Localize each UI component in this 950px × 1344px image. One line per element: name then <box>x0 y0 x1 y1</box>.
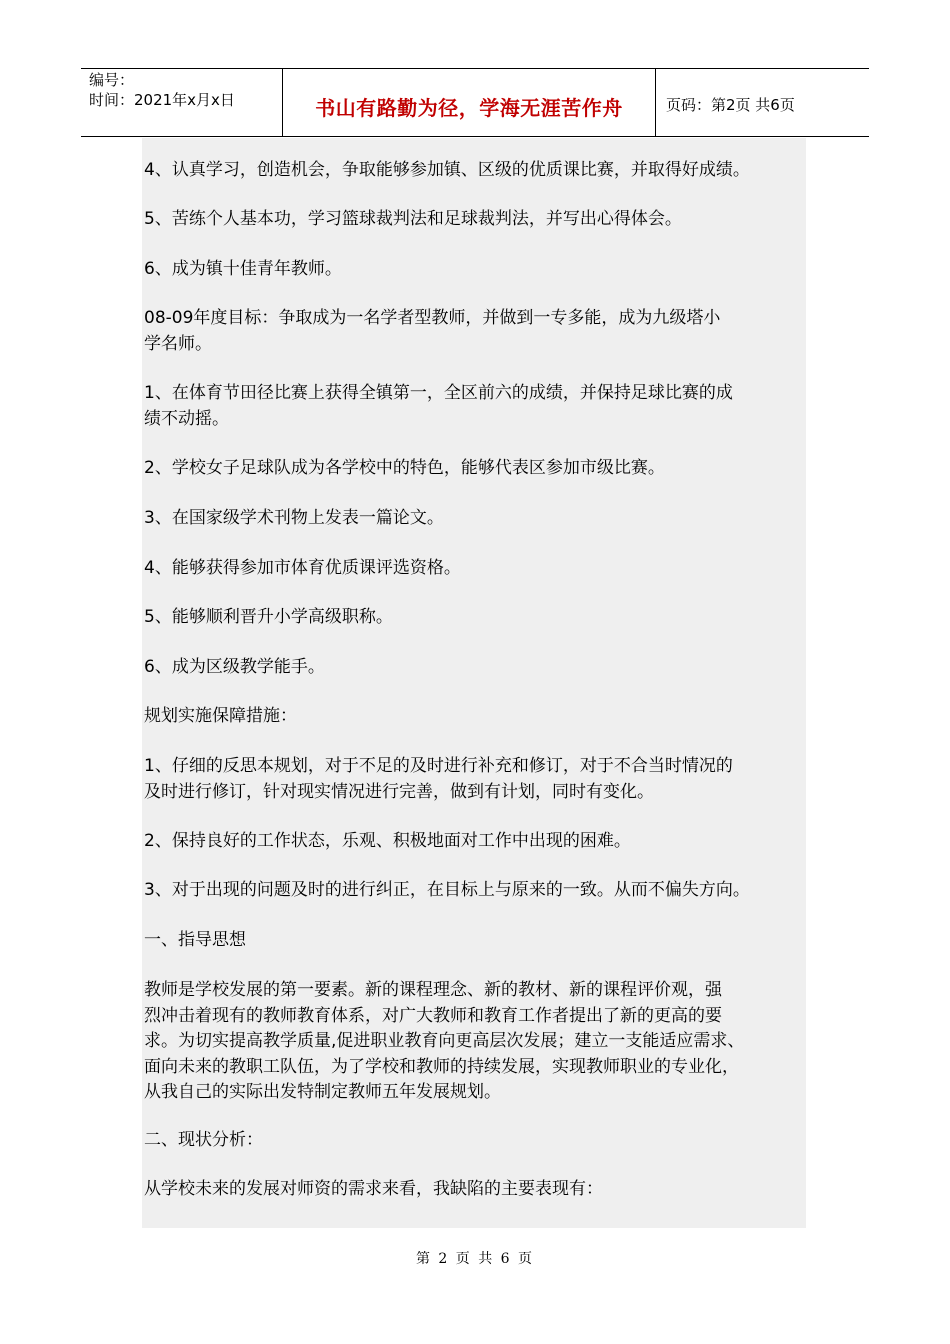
text-line: 1、仔细的反思本规划，对于不足的及时进行补充和修订，对于不合当时情况的 <box>144 756 733 776</box>
header-meta-cell <box>81 69 283 136</box>
paragraph <box>144 207 824 233</box>
page-header <box>81 68 869 137</box>
text-line: 2、学校女子足球队成为各学校中的特色，能够代表区参加市级比赛。 <box>144 458 665 478</box>
paragraph <box>144 978 824 1106</box>
paragraph <box>144 306 824 357</box>
text-line: 从我自己的实际出发特制定教师五年发展规划。 <box>144 1082 501 1102</box>
text-line: 二、现状分析： <box>144 1130 263 1150</box>
document-body <box>142 138 806 1228</box>
page-footer: 第 2 页 共 6 页 <box>415 1251 535 1267</box>
paragraph <box>144 754 824 805</box>
text-line: 6、成为区级教学能手。 <box>144 657 325 677</box>
paragraph <box>144 1177 824 1203</box>
text-line: 面向未来的教职工队伍，为了学校和教师的持续发展，实现教师职业的专业化， <box>144 1056 739 1077</box>
text-line: 烈冲击着现有的教师教育体系，对广大教师和教育工作者提出了新的更高的要 <box>144 1005 722 1026</box>
text-line: 求。为切实提高教学质量,促进职业教育向更高层次发展；建立一支能适应需求、 <box>144 1031 745 1051</box>
text-line: 6、成为镇十佳青年教师。 <box>144 259 342 279</box>
text-line: 1、在体育节田径比赛上获得全镇第一，全区前六的成绩，并保持足球比赛的成 <box>144 383 733 403</box>
paragraph <box>144 605 824 631</box>
header-motto: 书山有路勤为径，学海无涯苦作舟 <box>315 96 623 120</box>
text-line: 学名师。 <box>144 333 212 354</box>
text-line: 5、苦练个人基本功，学习篮球裁判法和足球裁判法，并写出心得体会。 <box>144 209 682 229</box>
paragraph <box>144 829 824 855</box>
paragraph <box>144 1128 824 1154</box>
paragraph <box>144 878 824 904</box>
text-line: 3、对于出现的问题及时的进行纠正，在目标上与原来的一致。从而不偏失方向。 <box>144 880 750 900</box>
paragraph <box>144 257 824 283</box>
text-line: 4、能够获得参加市体育优质课评选资格。 <box>144 558 461 578</box>
paragraph <box>144 556 824 582</box>
text-line: 从学校未来的发展对师资的需求来看，我缺陷的主要表现有： <box>144 1179 603 1199</box>
header-page-info: 页码：第2页 共6页 <box>666 96 795 114</box>
text-line: 及时进行修订，针对现实情况进行完善，做到有计划，同时有变化。 <box>144 781 654 802</box>
header-motto-cell <box>283 69 656 136</box>
document-time-label: 时间：2021年x月x日 <box>89 91 235 109</box>
paragraph <box>144 928 824 954</box>
text-line: 08-09年度目标：争取成为一名学者型教师，并做到一专多能，成为九级塔小 <box>144 308 721 328</box>
text-line: 一、指导思想 <box>144 930 246 950</box>
paragraph <box>144 506 824 532</box>
paragraph <box>144 704 824 730</box>
text-line: 4、认真学习，创造机会，争取能够参加镇、区级的优质课比赛，并取得好成绩。 <box>144 160 750 180</box>
document-number-label: 编号： <box>89 71 135 89</box>
header-page-cell <box>656 69 869 136</box>
text-line: 教师是学校发展的第一要素。新的课程理念、新的教材、新的课程评价观，强 <box>144 980 722 1000</box>
paragraph <box>144 158 824 184</box>
text-line: 规划实施保障措施： <box>144 706 297 726</box>
text-line: 3、在国家级学术刊物上发表一篇论文。 <box>144 508 444 528</box>
paragraph <box>144 655 824 681</box>
text-line: 绩不动摇。 <box>144 408 229 429</box>
text-line: 5、能够顺利晋升小学高级职称。 <box>144 607 393 627</box>
paragraph <box>144 456 824 482</box>
text-line: 2、保持良好的工作状态，乐观、积极地面对工作中出现的困难。 <box>144 831 631 851</box>
paragraph <box>144 381 824 432</box>
